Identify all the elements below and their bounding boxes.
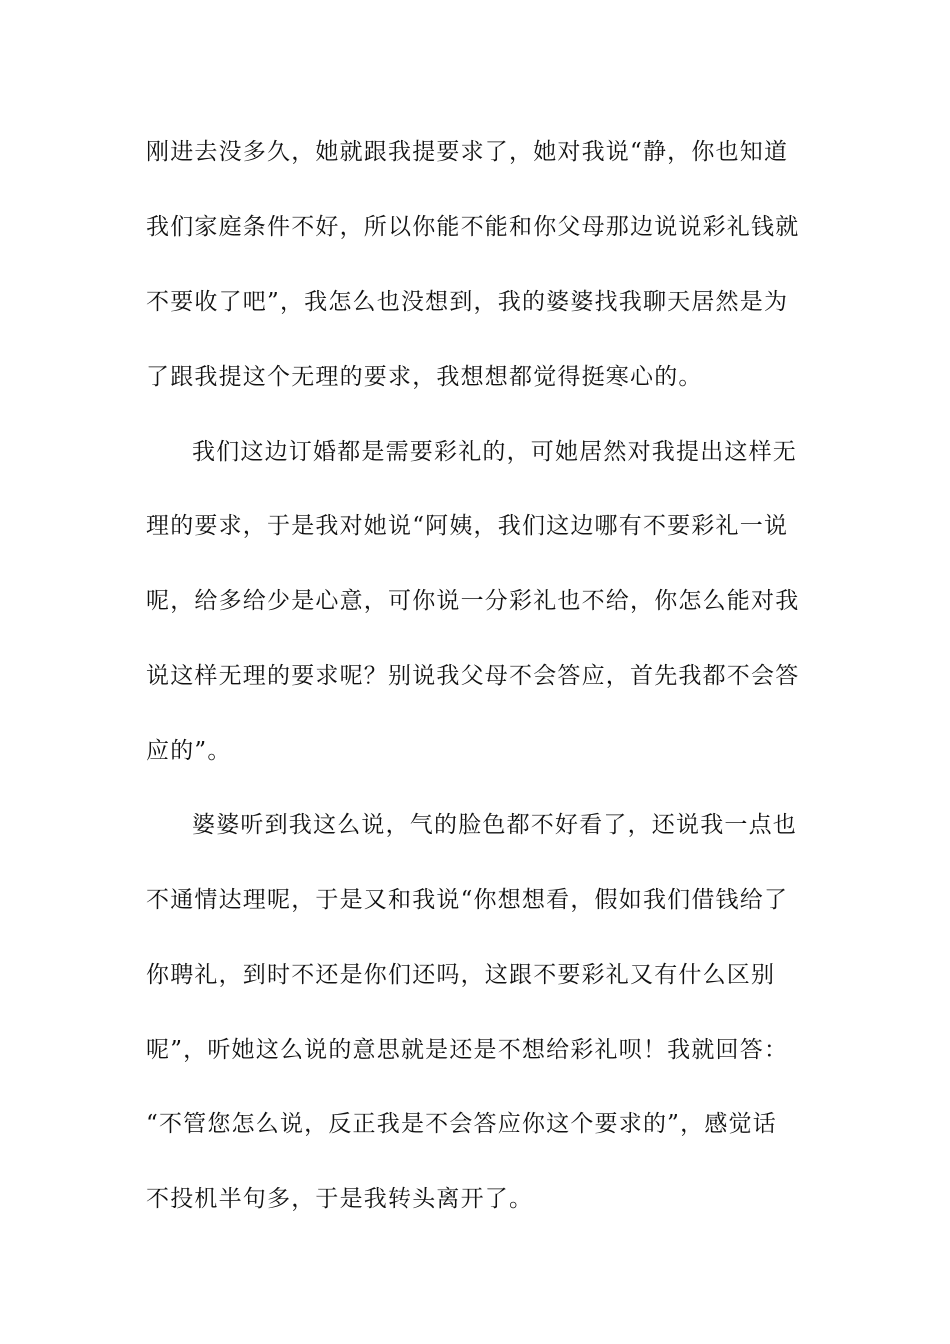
text-line: 呢”，听她这么说的意思就是还是不想给彩礼呗！我就回答： <box>146 1037 789 1063</box>
text-line: 理的要求，于是我对她说“阿姨，我们这边哪有不要彩礼一说 <box>146 513 789 539</box>
text-line: 不要收了吧”，我怎么也没想到，我的婆婆找我聊天居然是为 <box>146 289 789 315</box>
text-line: “不管您怎么说，反正我是不会答应你这个要求的”，感觉话 <box>146 1111 777 1137</box>
text-line: 不投机半句多，于是我转头离开了。 <box>146 1186 534 1212</box>
paragraph-first-line: 我们这边订婚都是需要彩礼的，可她居然对我提出这样无 <box>192 439 797 465</box>
paragraph-first-line: 婆婆听到我这么说，气的脸色都不好看了，还说我一点也 <box>192 812 797 838</box>
text-line: 呢，给多给少是心意，可你说一分彩礼也不给，你怎么能对我 <box>146 588 800 614</box>
text-line: 刚进去没多久，她就跟我提要求了，她对我说“静，你也知道 <box>146 139 789 165</box>
text-line: 我们家庭条件不好，所以你能不能和你父母那边说说彩礼钱就 <box>146 214 800 240</box>
text-line: 不通情达理呢，于是又和我说“你想想看，假如我们借钱给了 <box>146 887 789 913</box>
text-line: 应的”。 <box>146 738 232 764</box>
text-line: 你聘礼，到时不还是你们还吗，这跟不要彩礼又有什么区别 <box>146 962 776 988</box>
text-line: 了跟我提这个无理的要求，我想想都觉得挺寒心的。 <box>146 364 703 390</box>
text-line: 说这样无理的要求呢？别说我父母不会答应，首先我都不会答 <box>146 663 800 689</box>
